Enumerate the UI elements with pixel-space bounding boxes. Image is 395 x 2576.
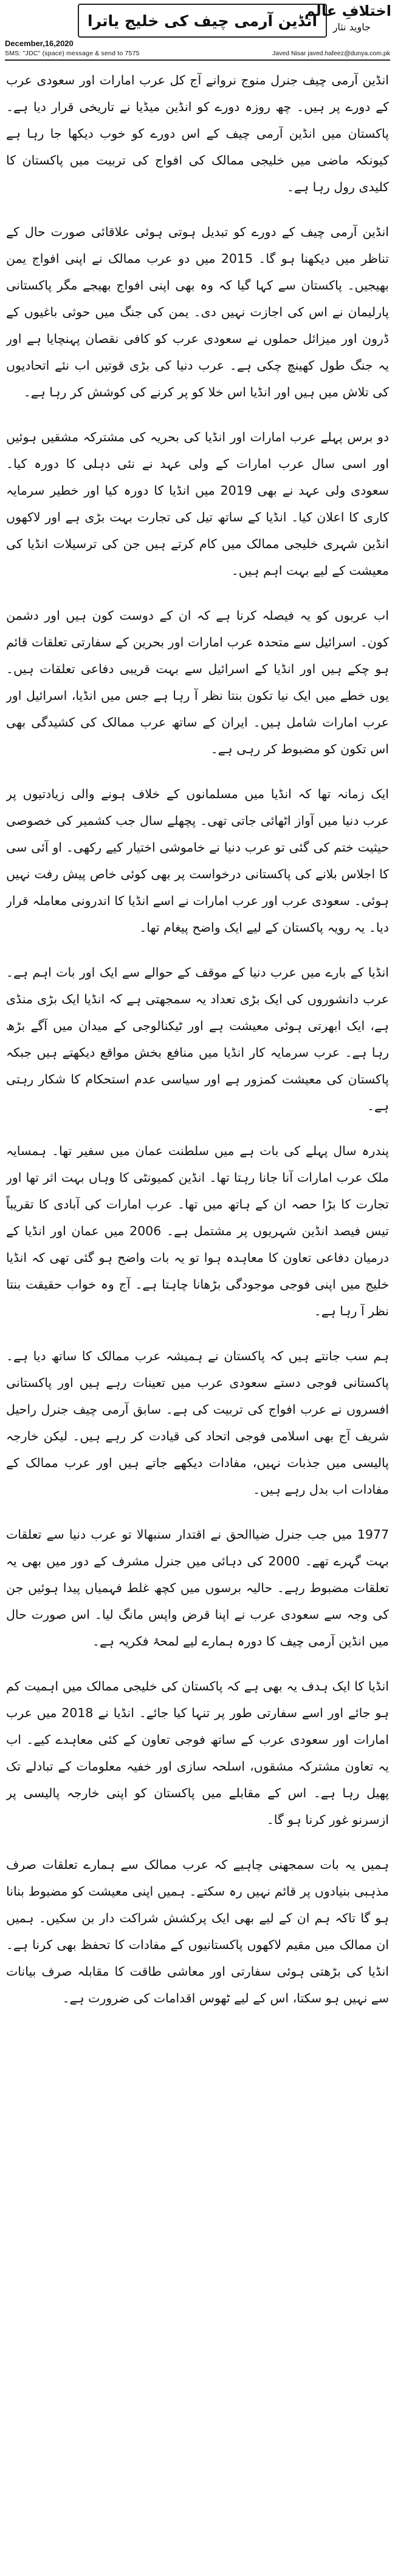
article-body [6, 67, 389, 2570]
column-header [0, 0, 395, 63]
author-name: Javed Nisar [272, 50, 306, 57]
paragraph-6: انڈیا کے بارے میں عرب دنیا کے موقف کے حوالے سے ایک اور بات اہم ہے۔ عرب دانشوروں کی ایک بڑی تعداد یہ سمجھتی ہے کہ انڈیا ایک بڑی منڈی ہے، ایک ابھرتی ہوئی معیشت ہے اور ٹیکنالوجی کے میدان میں آگے بڑھ رہا ہے۔ عرب سرمایہ کار انڈیا میں منافع بخش مواقع دیکھتے ہیں جبکہ پاکستان کی معیشت کمزور ہے اور سیاسی عدم استحکام کا شکار رہتی ہے۔ [6, 965, 389, 1113]
paragraph-1: انڈین آرمی چیف جنرل منوج نروانے آج کل عرب امارات اور سعودی عرب کے دورے پر ہیں۔ چھ روزہ دورے کو انڈین میڈیا نے تاریخی قرار دیا ہے۔ پاکستان میں انڈین آرمی چیف کے اس دورے کو خوب دیکھا جا رہا ہے کیونکہ ماضی میں خلیجی ممالک کی افواج کی تربیت میں پاکستان کا کلیدی رول رہا ہے۔ [6, 73, 389, 194]
paragraph-2: انڈین آرمی چیف کے دورے کو تبدیل ہوتی ہوئی علاقائی صورت حال کے تناظر میں دیکھنا ہو گا۔ 2015 میں دو عرب ممالک نے اپنی افواج یمن بھیجیں۔ پاکستان سے کہا گیا کہ وہ بھی اپنی افواج بھیجے مگر پاکستانی پارلیمان نے اس کی اجازت نہیں دی۔ یمن کی جنگ میں حوثی باغیوں کے ڈرون اور میزائل حملوں نے سعودی عرب کو کافی نقصان پہنچایا ہے اور یہ جنگ طول کھینچ چکی ہے۔ عرب دنیا کی بڑی قوتیں اب نئے اتحادیوں کی تلاش میں ہیں اور انڈیا اس خلا کو پر کرنے کی کوشش کر رہا ہے۔ [6, 225, 389, 399]
paragraph-5: ایک زمانہ تھا کہ انڈیا میں مسلمانوں کے خلاف ہونے والی زیادتیوں پر عرب دنیا میں آواز اٹھائی جاتی تھی۔ پچھلے سال جب کشمیر کی خصوصی حیثیت ختم کی گئی تو عرب دنیا نے خاموشی اختیار کیے رکھی۔ او آئی سی کا اجلاس بلانے کی پاکستانی درخواست پر بھی کوئی خاص پیش رفت نہیں ہوئی۔ سعودی عرب اور عرب امارات نے اسے انڈیا کا اندرونی معاملہ قرار دیا۔ یہ رویہ پاکستان کے لیے ایک واضح پیغام تھا۔ [6, 787, 389, 935]
publish-date: December,16,2020 [5, 39, 74, 48]
sms-line: SMS: "JDC" (space) message & send to 7575 [5, 50, 140, 57]
title-box [78, 4, 327, 38]
author-email: javed.hafeez@dunya.com.pk [307, 50, 390, 57]
paragraph-10: انڈیا کا ایک ہدف یہ بھی ہے کہ پاکستان کی خلیجی ممالک میں اہمیت کم ہو جائے اور اسے سفارتی طور پر تنہا کیا جائے۔ انڈیا نے 2018 میں عرب امارات اور سعودی عرب کے ساتھ فوجی تعاون کے کئی معاہدے کیے۔ اب یہ تعاون مشترکہ مشقوں، اسلحہ سازی اور خفیہ معلومات کے تبادلے تک پھیل رہا ہے۔ اس کے مقابلے میں پاکستان کو اپنی خارجہ پالیسی پر ازسرنو غور کرنا ہو گا۔ [6, 1679, 389, 1827]
paragraph-4: اب عربوں کو یہ فیصلہ کرنا ہے کہ ان کے دوست کون ہیں اور دشمن کون۔ اسرائیل سے متحدہ عرب امارات اور بحرین کے سفارتی تعلقات قائم ہو چکے ہیں اور انڈیا کے اسرائیل سے بہت قریبی دفاعی تعلقات ہیں۔ یوں خطے میں ایک نیا تکون بنتا نظر آ رہا ہے جس میں انڈیا، اسرائیل اور عرب امارات شامل ہیں۔ ایران کے ساتھ عرب ممالک کی کشیدگی بھی اس تکون کو مضبوط کر رہی ہے۔ [6, 608, 389, 756]
paragraph-11: ہمیں یہ بات سمجھنی چاہیے کہ عرب ممالک سے ہمارے تعلقات صرف مذہبی بنیادوں پر قائم نہیں رہ سکتے۔ ہمیں اپنی معیشت کو مضبوط بنانا ہو گا تاکہ ہم ان کے لیے بھی ایک پرکشش شراکت دار بن سکیں۔ ہمیں ان ممالک میں مقیم لاکھوں پاکستانیوں کے مفادات کا تحفظ بھی کرنا ہے۔ انڈیا کی بڑھتی ہوئی سفارتی اور معاشی طاقت کا مقابلہ صرف بیانات سے نہیں ہو سکتا، اس کے لیے ٹھوس اقدامات کی ضرورت ہے۔ [6, 1857, 389, 2005]
logo-main-text: اختلافِ عالم [304, 2, 391, 19]
column-logo [304, 1, 391, 39]
logo-author-text: جاوید نثار [332, 21, 371, 33]
paragraph-3: دو برس پہلے عرب امارات اور انڈیا کی بحریہ کی مشترکہ مشقیں ہوئیں اور اسی سال عرب امارات کے ولی عہد نے نئی دہلی کا دورہ کیا۔ سعودی ولی عہد نے بھی 2019 میں انڈیا کا دورہ کیا اور خطیر سرمایہ کاری کا اعلان کیا۔ انڈیا کے ساتھ تیل کی تجارت بہت بڑی ہے اور لاکھوں انڈین شہری خلیجی ممالک میں کام کرتے ہیں جن کی ترسیلات انڈیا کی معیشت کے لیے بہت اہم ہیں۔ [6, 430, 389, 578]
article-title: انڈین آرمی چیف کی خلیج یاترا [87, 12, 318, 30]
paragraph-9: 1977 میں جب جنرل ضیاالحق نے اقتدار سنبھالا تو عرب دنیا سے تعلقات بہت گہرے تھے۔ 2000 کی دہائی میں جنرل مشرف کے دور میں بھی یہ تعلقات مضبوط رہے۔ حالیہ برسوں میں کچھ غلط فہمیاں پیدا ہوئیں جن کی وجہ سے سعودی عرب نے اپنا قرض واپس مانگ لیا۔ اس صورت حال میں انڈین آرمی چیف کا دورہ ہمارے لیے لمحۂ فکریہ ہے۔ [6, 1527, 389, 1649]
header-divider [5, 59, 390, 61]
author-contact [272, 50, 390, 57]
paragraph-7: پندرہ سال پہلے کی بات ہے میں سلطنت عمان میں سفیر تھا۔ ہمسایہ ملک عرب امارات آنا جانا رہتا تھا۔ انڈین کمیونٹی کا وہاں بہت اثر تھا اور تجارت کا بڑا حصہ ان کے ہاتھ میں تھا۔ عرب امارات کی آبادی کا تقریباً تیس فیصد انڈین شہریوں پر مشتمل ہے۔ 2006 میں عمان اور انڈیا کے درمیان دفاعی تعاون کا معاہدہ ہوا تو یہ بات واضح ہو گئی تھی کہ انڈیا خلیج میں اپنی فوجی موجودگی بڑھانا چاہتا ہے۔ آج وہ خواب حقیقت بنتا نظر آ رہا ہے۔ [6, 1144, 389, 1318]
paragraph-8: ہم سب جانتے ہیں کہ پاکستان نے ہمیشہ عرب ممالک کا ساتھ دیا ہے۔ پاکستانی فوجی دستے سعودی عرب میں تعینات رہے ہیں اور پاکستانی افسروں نے عرب افواج کی تربیت کی ہے۔ سابق آرمی چیف جنرل راحیل شریف آج بھی اسلامی فوجی اتحاد کی قیادت کر رہے ہیں۔ لیکن خارجہ پالیسی میں جذبات نہیں، مفادات دیکھے جاتے ہیں اور عرب ممالک کے مفادات اب بدل رہے ہیں۔ [6, 1349, 389, 1497]
